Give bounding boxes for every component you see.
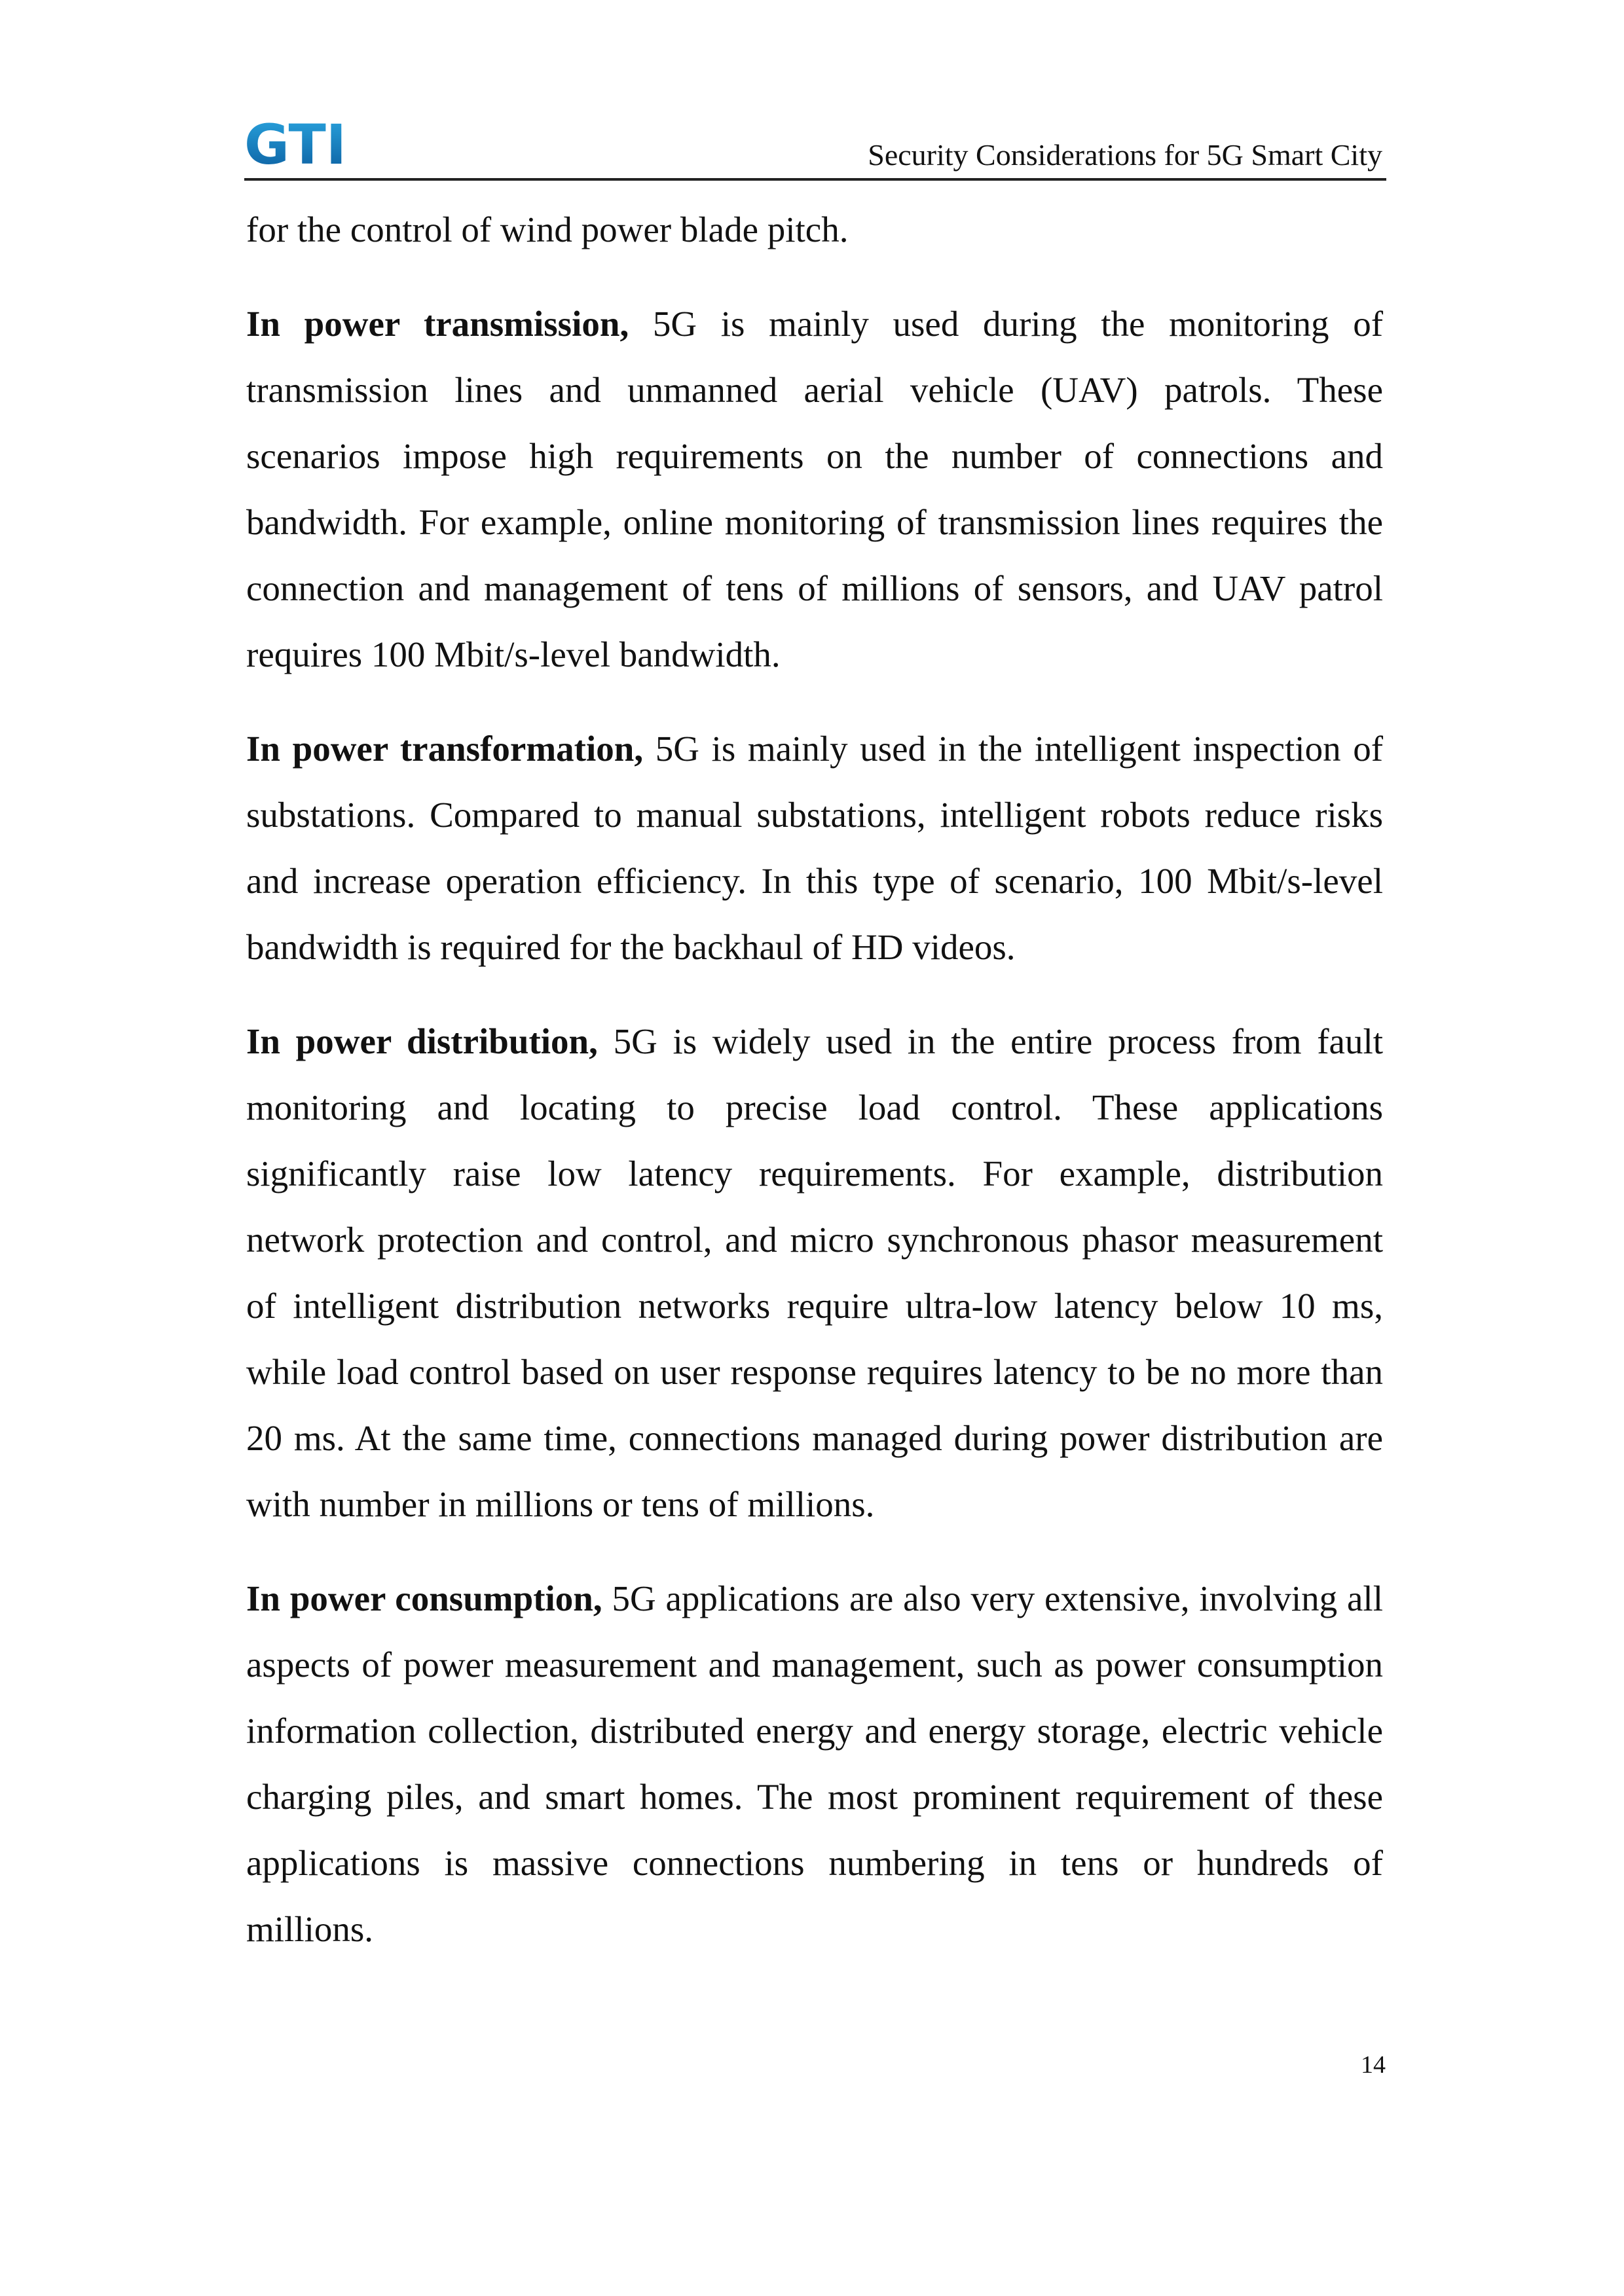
paragraph-text: for the control of wind power blade pitch. [246,210,849,249]
paragraph-power-consumption [246,1565,1383,1962]
paragraph-power-distribution [246,1008,1383,1537]
paragraph-text: 5G is mainly used in the intelligent inspection of substations. Compared to manual substations, intelligent robots reduce risks and increase operation efficiency. In this type of scenario, 100 Mbit/s-level bandwidth is required for the backhaul of HD videos. [246,729,1384,967]
paragraph-text: 5G is widely used in the entire process from fault monitoring and locating to precise load control. These applications significantly raise low latency requirements. For example, distribution network protection and control, and micro synchronous phasor measurement of intelligent distribution networks require ultra-low latency below 10 ms, while load control based on user response requires latency to be no more than 20 ms. At the same time, connections managed during power distribution are with number in millions or tens of millions. [246,1021,1383,1524]
document-title: Security Considerations for 5G Smart City [868,138,1382,172]
paragraph-text: 5G is mainly used during the monitoring of transmission lines and unmanned aerial vehicle (UAV) patrols. These scenarios impose high requirements on the number of connections and bandwidth. For example, online monitoring of transmission lines requires the connection and management of tens of millions of sensors, and UAV patrol requires 100 Mbit/s-level bandwidth. [246,304,1384,674]
gti-logo [244,117,349,172]
paragraph-lead: In power transformation, [246,729,644,769]
paragraph-lead: In power consumption, [246,1578,602,1618]
page-header [244,105,1386,181]
paragraph-power-transformation [246,716,1383,980]
paragraph-lead: In power transmission, [246,304,629,344]
paragraph-text: 5G applications are also very extensive, involving all aspects of power measurement and management, such as power consumption information collection, distributed energy and energy storage, electric vehicle charging piles, and smart homes. The most prominent requirement of these applications is massive connections numbering in tens or hundreds of millions. [246,1578,1383,1949]
logo-text: GTI [244,117,347,172]
paragraph-power-transmission [246,291,1383,687]
paragraph-wind-power [246,196,1383,263]
page-number: 14 [1361,2051,1386,2079]
main-content [246,196,1383,1990]
paragraph-lead: In power distribution, [246,1021,598,1061]
